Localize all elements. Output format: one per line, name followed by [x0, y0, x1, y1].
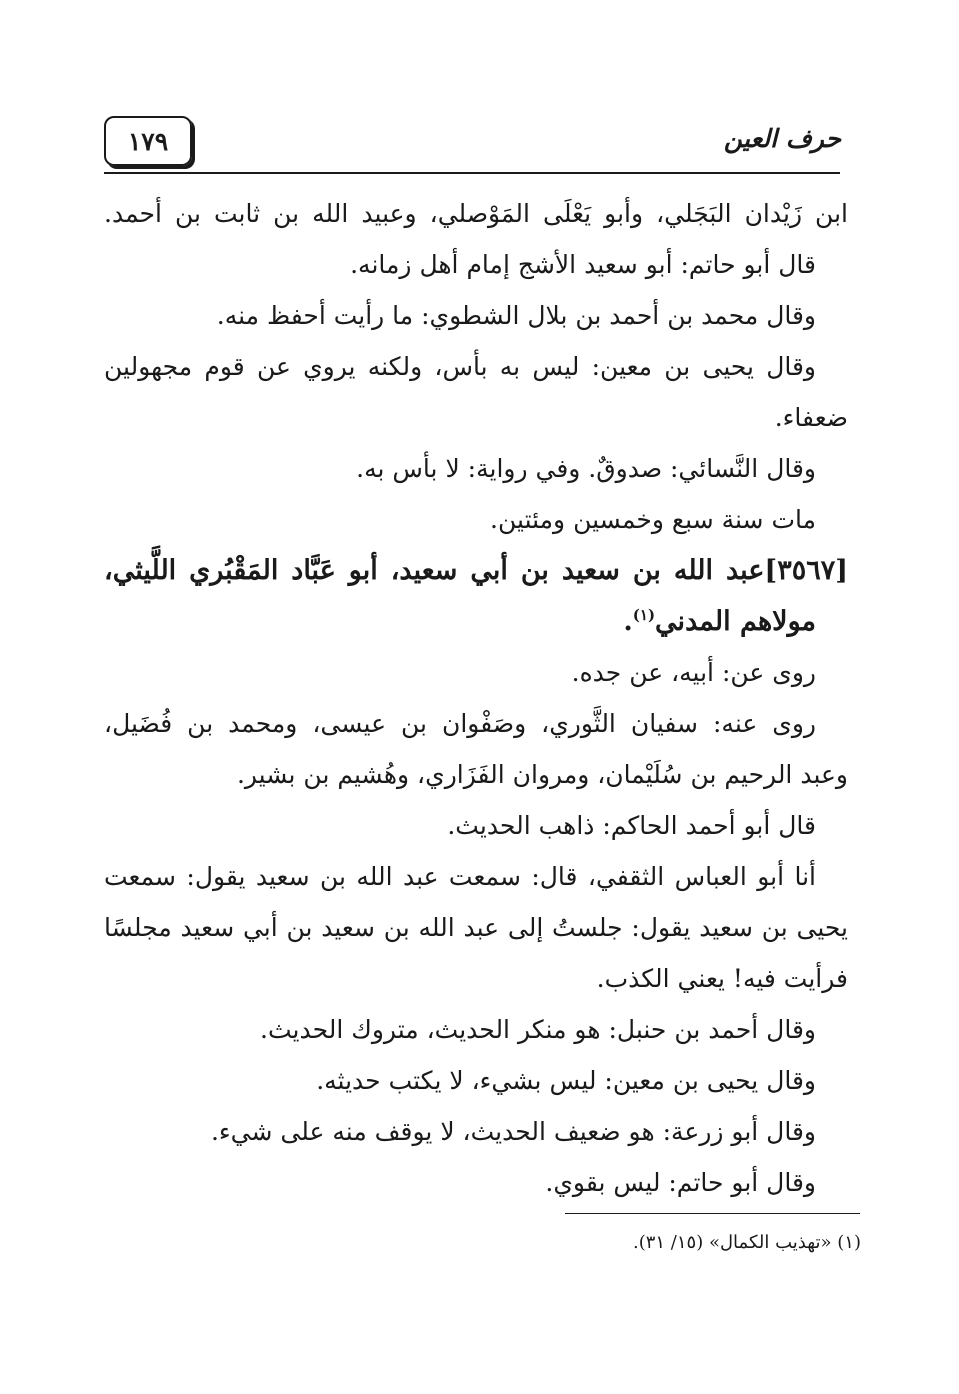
text-line: مات سنة سبع وخمسين ومئتين. — [490, 505, 816, 534]
text-line: قال أبو حاتم: أبو سعيد الأشج إمام أهل زمانه. — [350, 250, 816, 279]
text-line: روى عن: أبيه، عن جده. — [571, 658, 816, 687]
text-line: قال أبو أحمد الحاكم: ذاهب الحديث. — [447, 811, 816, 840]
text-line: فرأيت فيه! يعني الكذب. — [596, 964, 848, 993]
text-line: ضعفاء. — [774, 403, 848, 432]
text-line: وقال يحيى بن معين: ليس بشيء، لا يكتب حديثه. — [316, 1066, 816, 1095]
text-line: روى عنه: سفيان الثَّوري، وصَفْوان بن عيسى، ومحمد بن فُضَيل، — [104, 709, 816, 738]
text-line: وقال أحمد بن حنبل: هو منكر الحديث، متروك الحديث. — [260, 1015, 816, 1044]
text-line: وقال أبو زرعة: هو ضعيف الحديث، لا يوقف منه على شيء. — [210, 1117, 816, 1146]
text-line: ابن زَيْدان البَجَلي، وأبو يَعْلَى المَوْصلي، وعبيد الله بن ثابت بن أحمد. — [104, 199, 848, 228]
text-line: يحيى بن سعيد يقول: جلستُ إلى عبد الله بن سعيد بن أبي سعيد مجلسًا — [104, 913, 848, 942]
text-line: وعبد الرحيم بن سُلَيْمان، ومروان الفَزَاري، وهُشيم بن بشير. — [236, 760, 848, 789]
footnote-divider — [565, 1213, 860, 1214]
page-number — [104, 116, 192, 166]
chapter-title: حرف العين — [723, 124, 841, 153]
entry-heading-continuation — [104, 596, 848, 647]
text-line: وقال أبو حاتم: ليس بقوي. — [545, 1168, 816, 1197]
heading-period: . — [623, 606, 633, 637]
footnote-ref: (١) — [632, 606, 656, 624]
entry-heading: [٣٥٦٧]عبد الله بن سعيد بن أبي سعيد، أبو عَبَّاد المَقْبُري اللَّيثي، — [104, 555, 848, 586]
text-line: وقال النَّسائي: صدوقٌ. وفي رواية: لا بأس به. — [356, 454, 816, 483]
text-line: أنا أبو العباس الثقفي، قال: سمعت عبد الله بن سعيد يقول: سمعت — [104, 862, 816, 891]
page-number-text: ١٧٩ — [127, 126, 169, 156]
main-text — [104, 188, 848, 1208]
entry-heading-text: مولاهم المدني — [655, 606, 816, 637]
text-line: وقال محمد بن أحمد بن بلال الشطوي: ما رأيت أحفظ منه. — [216, 301, 816, 330]
header-divider — [104, 172, 840, 174]
footnote: (١) «تهذيب الكمال» (١٥/ ٣١). — [632, 1232, 861, 1253]
text-line: وقال يحيى بن معين: ليس به بأس، ولكنه يروي عن قوم مجهولين — [104, 352, 816, 381]
